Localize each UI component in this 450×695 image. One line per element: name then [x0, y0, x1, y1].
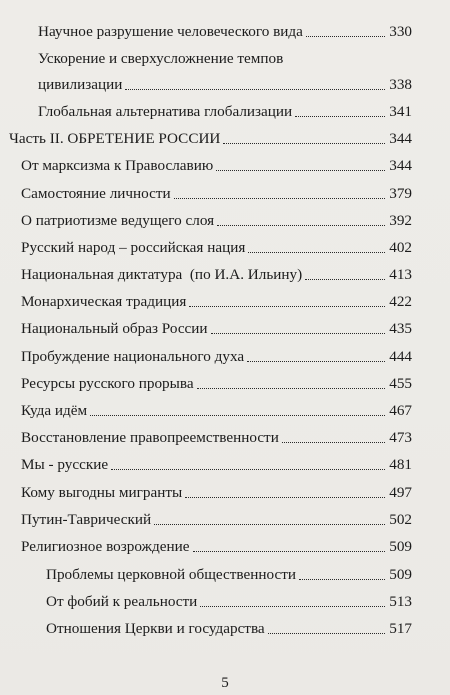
toc-entry-page: 413 — [389, 266, 412, 283]
toc-entry-title: Восстановление правопреемственности — [21, 429, 279, 446]
toc-entry — [21, 375, 412, 393]
toc-entry — [38, 76, 412, 94]
toc-entry-title: Русский народ – российская нация — [21, 239, 246, 256]
dot-leader — [216, 170, 385, 171]
toc-entry-title: Пробуждение национального духа — [21, 348, 245, 365]
toc-subentry — [46, 620, 412, 638]
toc-entry-title: Проблемы церковной общественности — [46, 566, 296, 583]
toc-entry-page: 497 — [389, 484, 412, 501]
dot-leader — [268, 633, 386, 634]
toc-entry-page: 444 — [389, 348, 412, 365]
toc-subentry — [46, 593, 412, 611]
toc-entry — [21, 320, 412, 338]
toc-entry-page: 509 — [389, 538, 412, 555]
toc-entry-title: Ресурсы русского прорыва — [21, 375, 194, 392]
dot-leader — [282, 442, 385, 443]
toc-entry-title: Религиозное возрождение — [21, 538, 190, 555]
toc-entry — [21, 239, 412, 257]
toc-entry — [21, 293, 412, 311]
dot-leader — [305, 279, 385, 280]
toc-entry-title: Ускорение и сверхусложнение темпов — [38, 50, 284, 67]
toc-entry — [21, 185, 412, 203]
dot-leader — [217, 225, 385, 226]
toc-entry — [21, 212, 412, 230]
toc-entry-title: Отношения Церкви и государства — [46, 620, 265, 637]
toc-entry-title: Путин-Таврический — [21, 511, 152, 528]
dot-leader — [247, 361, 385, 362]
toc-subentry — [46, 566, 412, 584]
toc-entry-page: 455 — [389, 375, 412, 392]
dot-leader — [248, 252, 385, 253]
toc-part-heading — [9, 130, 412, 148]
toc-entry-title: От фобий к реальности — [46, 593, 198, 610]
toc-entry-page: 344 — [389, 157, 412, 174]
dot-leader — [295, 116, 385, 117]
dot-leader — [200, 606, 385, 607]
toc-entry-page: 509 — [389, 566, 412, 583]
dot-leader — [189, 306, 385, 307]
toc-entry-title: Часть II. ОБРЕТЕНИЕ РОССИИ — [9, 130, 221, 147]
toc-entry-page: 513 — [389, 593, 412, 610]
dot-leader — [154, 524, 385, 525]
dot-leader — [193, 551, 386, 552]
toc-entry-title: От марксизма к Православию — [21, 157, 214, 174]
toc-entry-page: 344 — [389, 130, 412, 147]
toc-entry-page: 341 — [389, 103, 412, 120]
toc-entry-page: 422 — [389, 293, 412, 310]
toc-entry — [21, 266, 412, 284]
toc-entry-title: Научное разрушение человеческого вида — [38, 23, 303, 40]
dot-leader — [90, 415, 385, 416]
toc-entry — [21, 157, 412, 175]
toc-entry-title: Кому выгодны мигранты — [21, 484, 183, 501]
dot-leader — [223, 143, 385, 144]
toc-entry-page: 467 — [389, 402, 412, 419]
dot-leader — [185, 497, 385, 498]
dot-leader — [125, 89, 385, 90]
toc-entry-page: 502 — [389, 511, 412, 528]
toc-entry — [38, 23, 412, 41]
toc-entry-page: 517 — [389, 620, 412, 637]
toc-entry — [21, 402, 412, 420]
toc-entry-page: 481 — [389, 456, 412, 473]
toc-entry-page: 435 — [389, 320, 412, 337]
dot-leader — [299, 579, 385, 580]
toc-entry-page: 402 — [389, 239, 412, 256]
toc-entry — [21, 429, 412, 447]
toc-entry-page: 330 — [389, 23, 412, 40]
toc-entry-title: Национальная диктатура (по И.А. Ильину) — [21, 266, 303, 283]
toc-entry-title: Национальный образ России — [21, 320, 208, 337]
toc-entry-page: 338 — [389, 76, 412, 93]
toc-entry-title: Глобальная альтернатива глобализации — [38, 103, 293, 120]
toc-entry-title: О патриотизме ведущего слоя — [21, 212, 215, 229]
page-number: 5 — [221, 675, 229, 691]
dot-leader — [211, 333, 386, 334]
toc-entry — [38, 103, 412, 121]
toc-entry-page: 379 — [389, 185, 412, 202]
dot-leader — [111, 469, 385, 470]
toc-entry-page: 473 — [389, 429, 412, 446]
toc-entry-title-continuation: цивилизации — [38, 76, 123, 93]
toc-entry — [21, 348, 412, 366]
toc-entry — [21, 511, 412, 529]
dot-leader — [306, 36, 385, 37]
toc-entry — [21, 484, 412, 502]
dot-leader — [174, 198, 386, 199]
toc-entry-title: Мы - русские — [21, 456, 109, 473]
toc-entry-title: Самостояние личности — [21, 185, 171, 202]
toc-entry — [21, 456, 412, 474]
dot-leader — [197, 388, 386, 389]
toc-entry-title: Куда идём — [21, 402, 88, 419]
toc-entry — [21, 538, 412, 556]
toc-entry-page: 392 — [389, 212, 412, 229]
toc-entry-title: Монархическая традиция — [21, 293, 187, 310]
